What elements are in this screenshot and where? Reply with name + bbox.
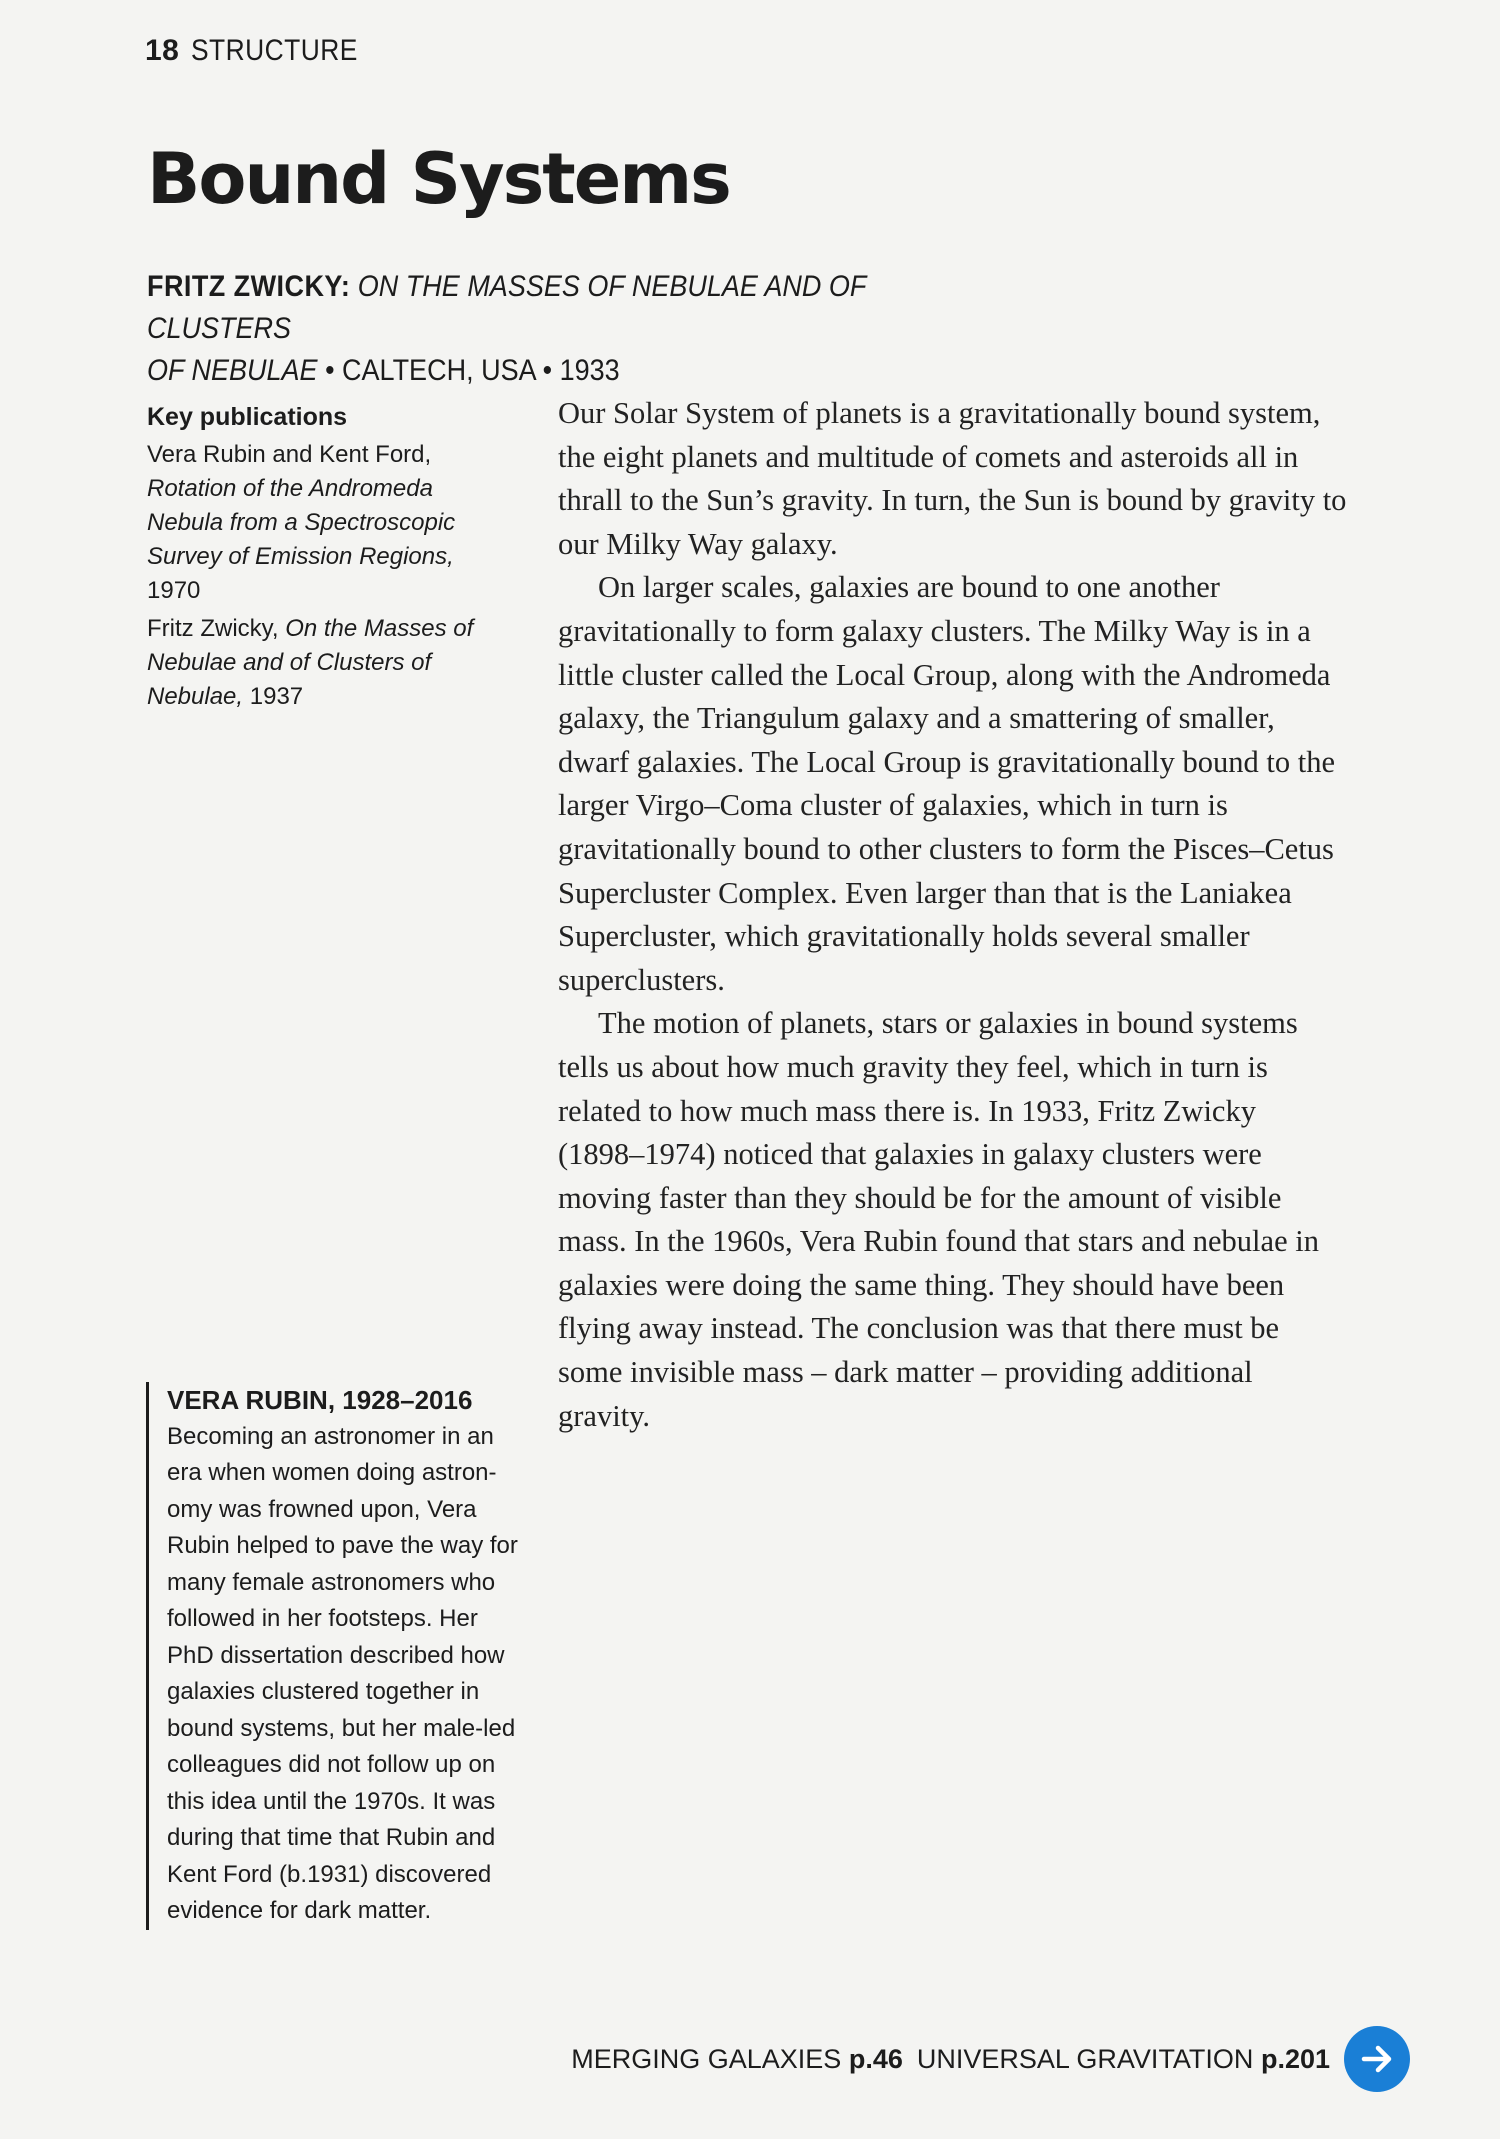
key-publications bbox=[147, 400, 507, 718]
cross-ref-label: UNIVERSAL GRAVITATION bbox=[916, 2043, 1254, 2074]
cross-ref-universal-gravitation[interactable] bbox=[917, 2044, 1330, 2075]
publication-authors: Vera Rubin and Kent Ford, bbox=[147, 441, 432, 468]
byline-work-title-line2: OF NEBULAE bbox=[147, 354, 318, 387]
publication-year: 1970 bbox=[147, 577, 201, 604]
body-paragraph: The motion of planets, stars or galaxies in bound systems tells us about how much gravity they feel, which in turn is related to how much mass there is. In 1933, Fritz Zwicky (1898–1974) noticed that galaxies in galaxy clusters were moving faster than they should be for the amount of visible mass. In the 1960s, Vera Rubin found that stars and nebulae in galaxies were doing the same thing. They should have been flying away instead. The conclusion was that there must be some invisible mass – dark matter – providing additional gravity. bbox=[558, 1006, 1319, 1433]
cross-ref-merging-galaxies[interactable] bbox=[571, 2044, 903, 2075]
publication-item bbox=[147, 438, 507, 608]
running-header bbox=[145, 34, 381, 68]
cross-ref-page: p.46 bbox=[848, 2043, 903, 2074]
body-paragraph: Our Solar System of planets is a gravitationally bound system, the eight planets and multitude of comets and asteroids all in thrall to the Sun’s gravity. In turn, the Sun is bound by gravity to our Milky Way galaxy. bbox=[558, 396, 1347, 561]
page-title: Bound Systems bbox=[147, 138, 730, 220]
publication-item bbox=[147, 612, 507, 714]
publication-title: Rotation of the Andromeda Nebula from a Spectroscopic Survey of Emission Regions, bbox=[147, 475, 456, 570]
main-body-text bbox=[558, 392, 1348, 1438]
byline-work-title-line1: ON THE MASSES OF NEBULAE AND OF CLUSTERS bbox=[147, 270, 866, 345]
page-number: 18 bbox=[145, 34, 180, 67]
cross-ref-label: MERGING GALAXIES bbox=[571, 2043, 842, 2074]
byline bbox=[147, 266, 1047, 392]
biography-text: Becoming an astronomer in an era when women doing astron-omy was frowned upon, Vera Rubin helped to pave the way for many female astronomers who followed in her footsteps. Her PhD dissertation described how galaxies clustered together in bound systems, but her male-led colleagues did not follow up on this idea until the 1970s. It was during that time that Rubin and Kent Ford (b.1931) discovered evidence for dark matter. bbox=[167, 1422, 518, 1924]
byline-place: CALTECH, USA bbox=[342, 354, 536, 387]
byline-separator: • bbox=[325, 354, 335, 387]
key-publications-heading: Key publications bbox=[147, 403, 348, 431]
biography-heading: VERA RUBIN, 1928–2016 bbox=[167, 1385, 473, 1415]
byline-separator: • bbox=[542, 354, 553, 387]
publication-authors: Fritz Zwicky, bbox=[147, 615, 279, 642]
cross-reference-footer bbox=[571, 2026, 1410, 2092]
byline-author: FRITZ ZWICKY: bbox=[147, 270, 351, 303]
section-name: STRUCTURE bbox=[191, 34, 359, 67]
byline-year: 1933 bbox=[559, 354, 620, 387]
arrow-right-icon[interactable] bbox=[1344, 2026, 1410, 2092]
biography-sidebar bbox=[146, 1382, 527, 1930]
body-paragraph: On larger scales, galaxies are bound to one another gravitationally to form galaxy clusters. The Milky Way is in a little cluster called the Local Group, along with the Andromeda galaxy, the Triangulum galaxy and a smattering of smaller, dwarf galaxies. The Local Group is gravitationally bound to the larger Virgo–Coma cluster of galaxies, which in turn is gravitationally bound to other clusters to form the Pisces–Cetus Supercluster Complex. Even larger than that is the Laniakea Supercluster, which gravitationally holds several smaller superclusters. bbox=[558, 570, 1335, 997]
publication-year: 1937 bbox=[249, 683, 304, 710]
cross-ref-page: p.201 bbox=[1260, 2043, 1330, 2074]
publication-title: On the Masses of Nebulae and of Clusters of Nebulae, bbox=[147, 615, 474, 710]
